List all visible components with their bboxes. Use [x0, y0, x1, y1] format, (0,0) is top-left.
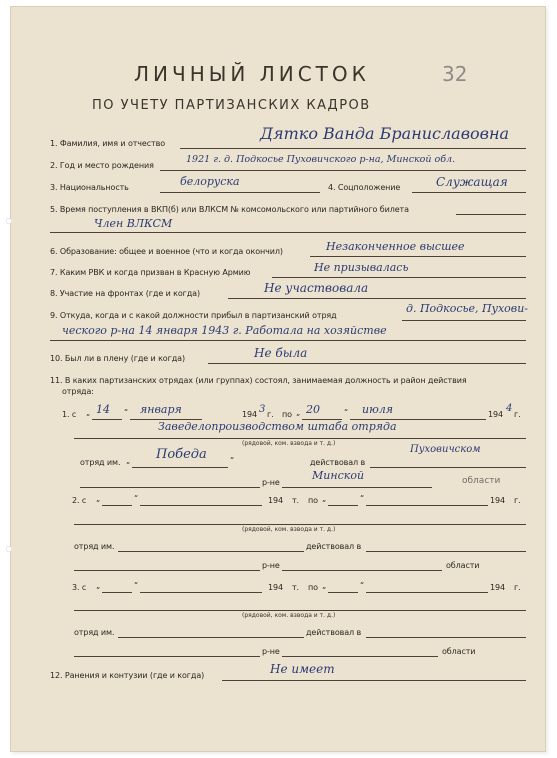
po-label: по [308, 583, 318, 592]
quote-mark: “ [360, 581, 365, 590]
answer-line [402, 320, 526, 321]
quote-mark: “ [134, 494, 139, 503]
unit-1-detachment: Победа [156, 447, 207, 462]
oblasti-label: области [462, 476, 501, 486]
quote-mark: „ [96, 581, 101, 590]
answer-line [272, 277, 526, 278]
answer-line [160, 170, 526, 171]
answer-line [118, 637, 304, 638]
answer-front: Не участвовала [264, 281, 369, 295]
oblasti-label: области [442, 647, 476, 656]
unit-1-to-day: 20 [306, 403, 320, 416]
position-hint: (рядовой, ком. взвода и т. д.) [242, 440, 336, 447]
unit-1-district: Пуховичском [410, 444, 481, 455]
answer-line [180, 148, 526, 149]
quote-mark: „ [96, 494, 101, 503]
quote-mark: „ [86, 408, 91, 417]
quote-mark: “ [360, 494, 365, 503]
answer-arrival-1: д. Подкосье, Пухови- [406, 302, 528, 315]
field-label-conscription: 7. Каким РВК и когда призван в Красную Армию [50, 268, 251, 277]
field-label-front: 8. Участие на фронтах (где и когда) [50, 289, 201, 298]
t-label: т. [292, 583, 300, 592]
field-label-units-cont: отряда: [62, 387, 94, 396]
quote-mark: „ [296, 408, 301, 417]
answer-line [102, 505, 132, 506]
r-ne-label: р-не [262, 561, 280, 570]
unit-1-to-month: июля [362, 403, 394, 416]
field-label-wounds: 12. Ранения и контузии (где и когда) [50, 671, 205, 680]
answer-line [140, 505, 262, 506]
answer-line [456, 214, 526, 215]
year-abbr: г. [267, 410, 274, 419]
unit-2-to-year: 194 [490, 496, 505, 505]
year-abbr: г. [514, 496, 521, 505]
unit-3-from-label: 3. с [72, 583, 87, 592]
answer-line [80, 487, 260, 488]
answer-line [118, 551, 304, 552]
answer-line [370, 467, 526, 468]
r-ne-label: р-не [262, 478, 280, 487]
year-abbr: г. [514, 583, 521, 592]
answer-line [366, 505, 488, 506]
answer-line [328, 592, 358, 593]
answer-line [366, 551, 526, 552]
r-ne-label: р-не [262, 647, 280, 656]
quote-mark: „ [322, 494, 327, 503]
position-hint: (рядовой, ком. взвода и т. д.) [242, 526, 336, 533]
answer-birth: 1921 г. д. Подкосье Пуховичского р-на, Минской обл. [186, 154, 456, 165]
field-label-arrival: 9. Откуда, когда и с какой должности прибыл в партизанский отряд [50, 311, 337, 320]
answer-line [208, 363, 526, 364]
answer-line [92, 419, 122, 420]
answer-party: Член ВЛКСМ [94, 217, 173, 230]
quote-mark: “ [134, 581, 139, 590]
field-label-units: 11. В каких партизанских отрядах (или группах) состоял, занимаемая должность и район действия [50, 376, 467, 385]
quote-mark: „ [322, 581, 327, 590]
answer-line [366, 592, 488, 593]
po-label: по [308, 496, 318, 505]
field-label-education: 6. Образование: общее и военное (что и когда окончил) [50, 247, 283, 256]
field-label-birth: 2. Год и место рождения [50, 161, 154, 170]
quote-mark: “ [230, 456, 235, 465]
answer-line [50, 340, 526, 341]
unit-1-from-year-hw: 3 [259, 404, 266, 415]
document-sheet [10, 6, 546, 752]
answer-line [102, 592, 132, 593]
unit-3-from-year: 194 [268, 583, 283, 592]
answer-education: Незаконченное высшее [326, 240, 465, 253]
year-abbr: г. [514, 410, 521, 419]
field-label-social: 4. Соцположение [328, 183, 401, 192]
unit-2-from-year: 194 [268, 496, 283, 505]
answer-captivity: Не была [254, 346, 308, 360]
unit-2-from-label: 2. с [72, 496, 87, 505]
answer-line [310, 256, 526, 257]
unit-1-from-year: 194 [242, 410, 257, 419]
otryad-label: отряд им. [80, 458, 121, 467]
answer-name: Дятко Ванда Браниславовна [260, 124, 510, 143]
oblasti-label: области [446, 561, 480, 570]
quote-mark: “ [344, 408, 349, 417]
unit-1-from-day: 14 [96, 403, 110, 416]
unit-1-from-month: января [140, 403, 182, 416]
answer-line [132, 467, 228, 468]
answer-arrival-2: ческого р-на 14 января 1943 г. Работала на хозяйстве [62, 324, 387, 337]
answer-line [74, 610, 526, 611]
answer-line [140, 592, 262, 593]
unit-1-region: Минской [312, 469, 365, 482]
punch-hole [6, 218, 12, 224]
document-subtitle: ПО УЧЕТУ ПАРТИЗАНСКИХ КАДРОВ [92, 98, 371, 113]
document-title: ЛИЧНЫЙ ЛИСТОК [134, 62, 370, 86]
answer-line [282, 656, 438, 657]
unit-3-to-year: 194 [490, 583, 505, 592]
otryad-label: отряд им. [74, 542, 115, 551]
deystvoval-label: действовал в [310, 458, 366, 467]
answer-wounds: Не имеет [270, 662, 335, 676]
unit-1-to-year: 194 [488, 410, 503, 419]
position-hint: (рядовой, ком. взвода и т. д.) [242, 612, 336, 619]
field-label-nationality: 3. Национальность [50, 183, 129, 192]
answer-social: Служащая [436, 175, 508, 189]
unit-1-to-year-hw: 4 [506, 403, 513, 414]
unit-1-position: Заведелопроизводством штаба отряда [158, 420, 397, 433]
answer-line [50, 232, 526, 233]
answer-line [228, 298, 526, 299]
answer-nationality: белоруска [180, 175, 240, 188]
answer-line [160, 192, 320, 193]
answer-line [74, 570, 260, 571]
answer-line [328, 505, 358, 506]
otryad-label: отряд им. [74, 628, 115, 637]
unit-1-from-label: 1. с [62, 410, 77, 419]
answer-line [74, 438, 526, 439]
answer-line [74, 656, 260, 657]
punch-hole [6, 546, 12, 552]
t-label: т. [292, 496, 300, 505]
answer-line [412, 192, 526, 193]
quote-mark: “ [124, 408, 129, 417]
answer-conscription: Не призывалась [314, 261, 409, 274]
deystvoval-label: действовал в [306, 628, 362, 637]
po-label: по [282, 410, 292, 419]
field-label-captivity: 10. Был ли в плену (где и когда) [50, 354, 185, 363]
deystvoval-label: действовал в [306, 542, 362, 551]
field-label-party: 5. Время поступления в ВКП(б) или ВЛКСМ № комсомольского или партийного билета [50, 205, 409, 214]
answer-line [366, 637, 526, 638]
answer-line [222, 680, 526, 681]
answer-line [282, 570, 442, 571]
quote-mark: „ [126, 456, 131, 465]
field-label-name: 1. Фамилия, имя и отчество [50, 139, 166, 148]
answer-line [282, 487, 432, 488]
answer-line [74, 524, 526, 525]
pencil-number: 32 [442, 62, 468, 86]
